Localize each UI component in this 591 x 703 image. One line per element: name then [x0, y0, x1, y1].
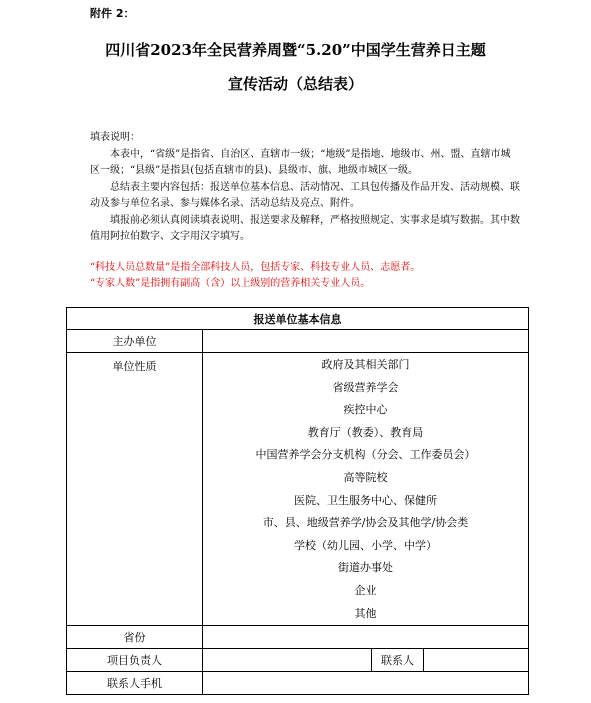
- province-label: 省份: [67, 626, 203, 649]
- instructions: [90, 130, 520, 246]
- unit-type-option[interactable]: 政府及其相关部门: [321, 358, 410, 371]
- host-unit-field[interactable]: [203, 330, 529, 353]
- unit-type-option[interactable]: 街道办事处: [338, 561, 393, 575]
- contact-field[interactable]: [424, 649, 529, 672]
- unit-type-label: 单位性质: [67, 353, 203, 626]
- project-lead-field[interactable]: [203, 649, 372, 672]
- province-field[interactable]: [203, 626, 529, 649]
- contact-phone-label: 联系人手机: [67, 672, 203, 695]
- contact-phone-field[interactable]: [203, 672, 529, 695]
- unit-type-options: [203, 353, 529, 626]
- unit-type-option[interactable]: 疾控中心: [343, 403, 388, 417]
- unit-type-option[interactable]: 中国营养学会分支机构（分会、工作委员会）: [255, 448, 476, 462]
- unit-type-option[interactable]: 省级营养学会: [332, 380, 399, 394]
- instructions-para-3: 填报前必须认真阅读填表说明、报送要求及解释，严格按照规定、实事求是填写数据。其中数值用阿拉伯数字、文字用汉字填写。: [90, 214, 520, 242]
- unit-type-option[interactable]: 医院、卫生服务中心、保健所: [294, 493, 437, 507]
- unit-type-option[interactable]: 其他: [354, 606, 377, 620]
- instructions-para-1: 本表中，“省级”是指省、自治区、直辖市一级；“地级”是指地、地级市、州、盟、直辖市城区一级；“县级”是指县(包括直辖市的县)、县级市、旗、地级市城区一级。: [90, 148, 511, 176]
- red-note-1: “科技人员总数量”是指全部科技人员，包括专家、科技专业人员、志愿者。: [90, 262, 421, 273]
- host-unit-label: 主办单位: [67, 330, 203, 353]
- red-notes: [90, 260, 520, 292]
- page-title-line1: 四川省2023年全民营养周暨“5.20”中国学生营养日主题: [105, 41, 486, 59]
- unit-type-option[interactable]: 教育厅（教委）、教育局: [307, 425, 424, 439]
- instructions-heading: 填表说明：: [90, 132, 140, 143]
- contact-label: 联系人: [372, 649, 424, 672]
- red-note-2: “专家人数”是指拥有副高（含）以上级别的营养相关专业人员。: [90, 278, 371, 289]
- form-header: 报送单位基本信息: [67, 308, 529, 330]
- instructions-para-2: 总结表主要内容包括：报送单位基本信息、活动情况、工具包传播及作品开发、活动规模、联动及参与单位名录、参与媒体名录、活动总结及亮点、附件。: [90, 181, 520, 209]
- basic-info-form: [66, 307, 529, 695]
- project-lead-label: 项目负责人: [67, 649, 203, 672]
- unit-type-option[interactable]: 企业: [354, 583, 377, 597]
- attachment-label: 附件 2：: [90, 7, 135, 20]
- unit-type-option[interactable]: 市、县、地级营养学/协会及其他学/协会类: [262, 516, 469, 530]
- unit-type-option[interactable]: 学校（幼儿园、小学、中学）: [294, 538, 437, 552]
- page-title-line2: 宣传活动（总结表）: [227, 75, 363, 93]
- unit-type-option[interactable]: 高等院校: [343, 470, 388, 484]
